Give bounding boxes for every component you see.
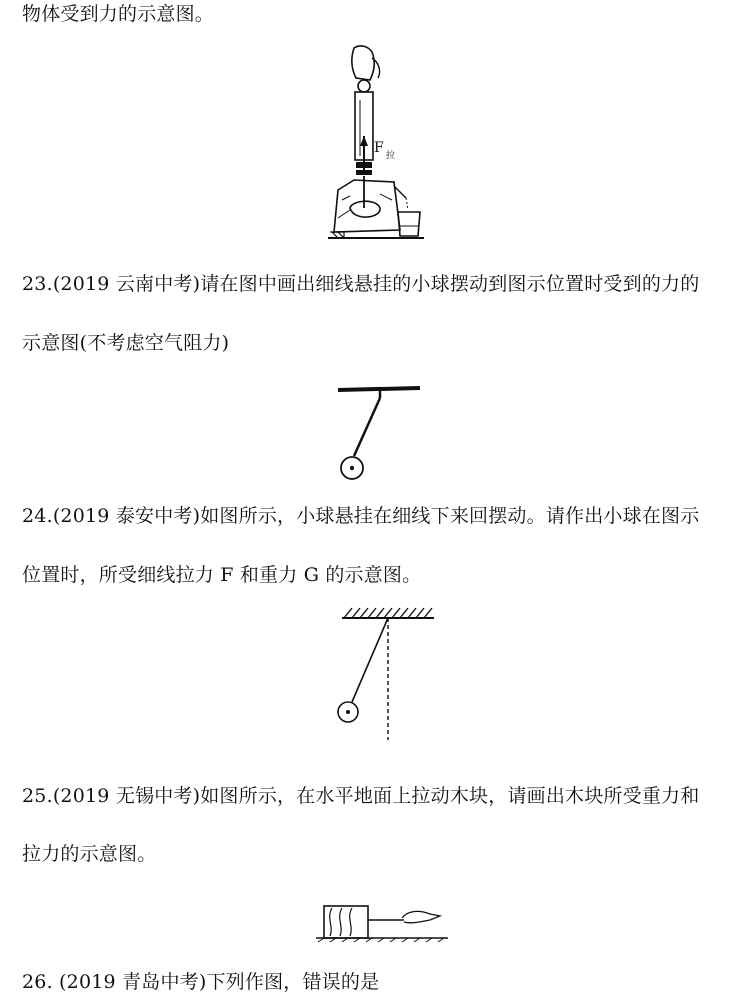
wood-block-figure: [312, 888, 452, 950]
q25-line-2: 拉力的示意图。: [22, 843, 157, 865]
pendulum-figure-1: [330, 380, 430, 490]
q23-line-2: 示意图(不考虑空气阻力): [22, 332, 230, 354]
intro-text: 物体受到力的示意图。: [22, 3, 215, 25]
force-label: F: [374, 140, 384, 156]
spring-scale-figure: [320, 40, 430, 250]
pendulum-figure-2: [330, 600, 440, 745]
force-subscript: 拉: [386, 151, 396, 161]
q25-line-1: 25.(2019 无锡中考)如图所示，在水平地面上拉动木块，请画出木块所受重力和: [22, 785, 700, 807]
q24-line-1: 24.(2019 泰安中考)如图所示，小球悬挂在细线下来回摆动。请作出小球在图示: [22, 505, 700, 527]
q26-line-1: 26. (2019 青岛中考)下列作图，错误的是: [22, 971, 380, 993]
q23-line-1: 23.(2019 云南中考)请在图中画出细线悬挂的小球摆动到图示位置时受到的力的: [22, 273, 700, 295]
q24-line-2: 位置时，所受细线拉力 F 和重力 G 的示意图。: [22, 564, 422, 586]
